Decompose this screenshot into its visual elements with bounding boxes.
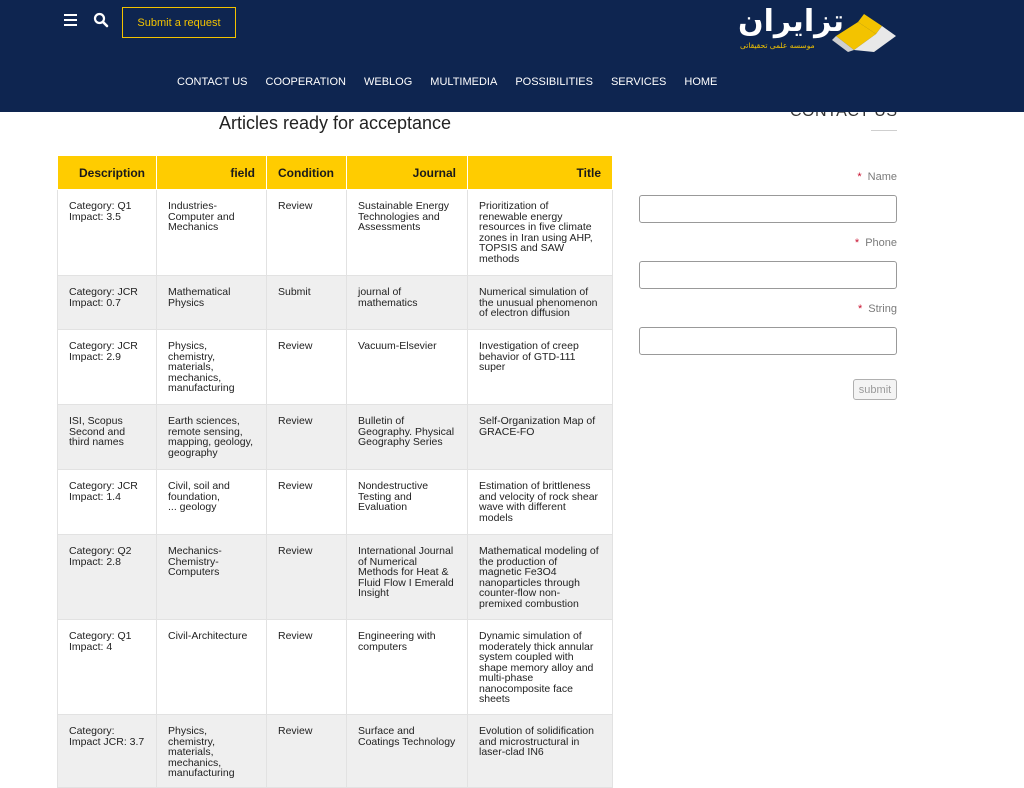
column-header-field: field: [157, 156, 267, 190]
string-input[interactable]: [639, 327, 897, 355]
table-row: [58, 535, 613, 620]
cell-field: Earth sciences, remote sensing, mapping, geology, geography: [157, 405, 267, 470]
phone-input[interactable]: [639, 261, 897, 289]
cell-journal: International Journal of Numerical Methods for Heat & Fluid Flow I Emerald Insight: [347, 535, 468, 620]
table-row: [58, 715, 613, 788]
cell-condition: Submit: [267, 276, 347, 330]
cell-journal: Surface and Coatings Technology: [347, 715, 468, 788]
cell-condition: Review: [267, 715, 347, 788]
name-label: [857, 171, 897, 183]
submit-button[interactable]: submit: [853, 379, 897, 400]
cell-field: Civil-Architecture: [157, 620, 267, 715]
cell-title: Prioritization of renewable energy resources in five climate zones in Iran using AHP, TOPSIS and SAW methods: [468, 190, 613, 276]
column-header-description: Description: [58, 156, 157, 190]
cell-title: Mathematical modeling of the production of magnetic Fe3O4 nanoparticles through counter-flow non- premixed combustion: [468, 535, 613, 620]
cell-description: Category: JCR Impact: 0.7: [58, 276, 157, 330]
table-row: [58, 190, 613, 276]
cell-description: Category: JCR Impact: 1.4: [58, 470, 157, 535]
cell-description: Category: Q1 Impact: 3.5: [58, 190, 157, 276]
cell-title: Investigation of creep behavior of GTD-111 super: [468, 330, 613, 405]
column-header-title: Title: [468, 156, 613, 190]
cell-condition: Review: [267, 190, 347, 276]
cell-description: Category: Impact JCR: 3.7: [58, 715, 157, 788]
cell-title: Numerical simulation of the unusual phenomenon of electron diffusion: [468, 276, 613, 330]
name-label-text: Name: [867, 171, 897, 183]
table-row: [58, 470, 613, 535]
logo-text: تزایران: [738, 4, 845, 39]
cell-field: Physics, chemistry, materials, mechanics, manufacturing: [157, 715, 267, 788]
nav-cooperation[interactable]: COOPERATION: [265, 76, 346, 88]
phone-label-text: Phone: [865, 237, 897, 249]
table-row: [58, 620, 613, 715]
logo-subtitle: موسسه علمی تحقیقاتی: [740, 41, 815, 50]
phone-label: [855, 237, 897, 249]
table-row: [58, 405, 613, 470]
string-label: [858, 303, 897, 315]
cell-condition: Review: [267, 405, 347, 470]
column-header-journal: Journal: [347, 156, 468, 190]
contact-heading-wrapper: [780, 112, 910, 122]
cell-condition: Review: [267, 620, 347, 715]
cell-title: Self-Organization Map of GRACE-FO: [468, 405, 613, 470]
nav-multimedia[interactable]: MULTIMEDIA: [430, 76, 498, 88]
cell-title: Dynamic simulation of moderately thick annular system coupled with shape memory alloy and multi-phase nanocomposite face sheets: [468, 620, 613, 715]
cell-description: Category: Q1 Impact: 4: [58, 620, 157, 715]
cell-title: Estimation of brittleness and velocity of rock shear wave with different models: [468, 470, 613, 535]
submit-request-button[interactable]: Submit a request: [122, 7, 236, 38]
cell-journal: Engineering with computers: [347, 620, 468, 715]
cell-description: Category: JCR Impact: 2.9: [58, 330, 157, 405]
nav-home[interactable]: HOME: [684, 76, 718, 88]
cell-title: Evolution of solidification and microstructural in laser-clad IN6: [468, 715, 613, 788]
cell-field: Mechanics- Chemistry- Computers: [157, 535, 267, 620]
articles-table: [57, 155, 613, 788]
cell-journal: journal of mathematics: [347, 276, 468, 330]
name-input[interactable]: [639, 195, 897, 223]
hamburger-menu-icon[interactable]: [64, 14, 77, 26]
cell-journal: Bulletin of Geography. Physical Geography Series: [347, 405, 468, 470]
table-row: [58, 276, 613, 330]
main-nav: [168, 74, 726, 90]
nav-contact-us[interactable]: CONTACT US: [177, 76, 248, 88]
cell-field: Physics, chemistry, materials, mechanics, manufacturing: [157, 330, 267, 405]
site-header: [0, 0, 1024, 112]
search-icon[interactable]: [93, 12, 109, 28]
heading-divider: [871, 130, 897, 131]
cell-journal: Nondestructive Testing and Evaluation: [347, 470, 468, 535]
cell-description: ISI, Scopus Second and third names: [58, 405, 157, 470]
nav-weblog[interactable]: WEBLOG: [363, 76, 413, 88]
required-mark: *: [857, 303, 863, 315]
cell-journal: Sustainable Energy Technologies and Assessments: [347, 190, 468, 276]
cell-condition: Review: [267, 470, 347, 535]
cell-description: Category: Q2 Impact: 2.8: [58, 535, 157, 620]
page-title: Articles ready for acceptance: [218, 113, 452, 133]
nav-services[interactable]: SERVICES: [610, 76, 667, 88]
cell-field: Mathematical Physics: [157, 276, 267, 330]
cell-journal: Vacuum-Elsevier: [347, 330, 468, 405]
column-header-condition: Condition: [267, 156, 347, 190]
cell-field: Civil, soil and foundation, ... geology: [157, 470, 267, 535]
required-mark: *: [854, 237, 860, 249]
table-row: [58, 330, 613, 405]
table-header-row: [58, 156, 613, 190]
cell-condition: Review: [267, 330, 347, 405]
required-mark: *: [857, 171, 862, 183]
cell-field: Industries- Computer and Mechanics: [157, 190, 267, 276]
string-label-text: String: [868, 303, 897, 315]
cell-condition: Review: [267, 535, 347, 620]
nav-possibilities[interactable]: POSSIBILITIES: [515, 76, 593, 88]
